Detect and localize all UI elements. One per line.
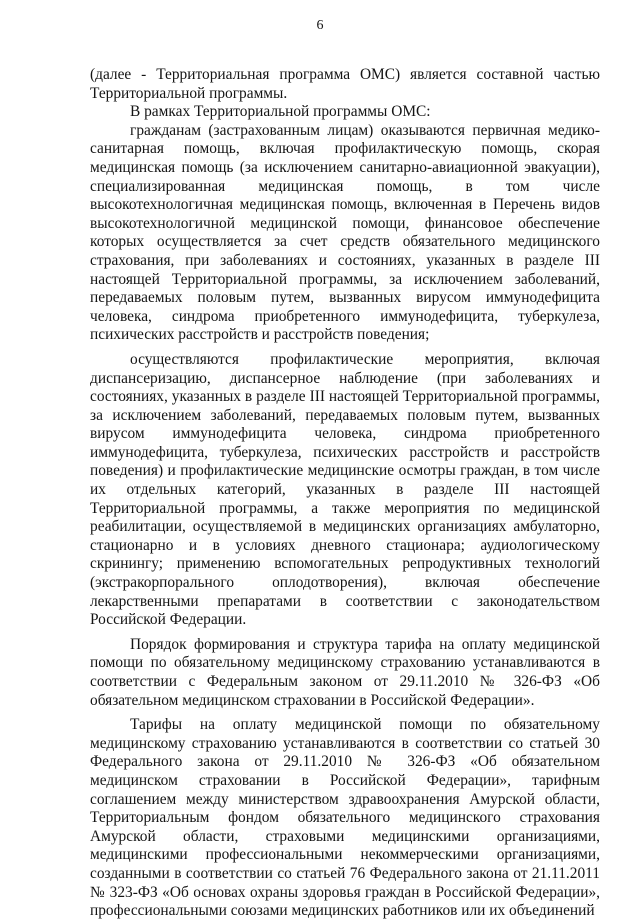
paragraph-citizens-care: гражданам (застрахованным лицам) оказываются первичная медико-санитарная помощь, включая профилактическую помощь, скорая медицинская помощь (за исключением санитарно-авиационной эвакуации), специализированная медицинская помощь, в том числе высокотехнологичная медицинская помощь, включенная в Перечень видов высокотехнологичной медицинской помощи, финансовое обеспечение которых осуществляется за счет средств обязательного медицинского страхования, при заболеваниях и состояниях, указанных в разделе III настоящей Территориальной программы, за исключением заболеваний, передаваемых половым путем, вызванных вирусом иммунодефицита человека, синдрома приобретенного иммунодефицита, туберкулеза, психических расстройств и расстройств поведения; bbox=[90, 121, 600, 344]
paragraph-preventive-measures: осуществляются профилактические мероприятия, включая диспансеризацию, диспансерное наблюдение (при заболеваниях и состояниях, указанных в разделе III настоящей Территориальной программы, за исключением заболеваний, передаваемых половым путем, вызванных вирусом иммунодефицита человека, синдрома приобретенного иммунодефицита, туберкулеза, психических расстройств и расстройств поведения) и профилактические медицинские осмотры граждан, в том числе их отдельных категорий, указанных в разделе III настоящей Территориальной программы, а также мероприятия по медицинской реабилитации, осуществляемой в медицинских организациях амбулаторно, стационарно и в условиях дневного стационара; аудиологическому скринингу; применению вспомогательных репродуктивных технологий (экстракорпорального оплодотворения), включая обеспечение лекарственными препаратами в соответствии с законодательством Российской Федерации. bbox=[90, 350, 600, 629]
document-body bbox=[90, 66, 600, 921]
paragraph-tariff-structure: Порядок формирования и структура тарифа на оплату медицинской помощи по обязательному медицинскому страхованию устанавливаются в соответствии с Федеральным законом от 29.11.2010 № 326-ФЗ «Об обязательном медицинском страховании в Российской Федерации». bbox=[90, 635, 600, 709]
page-number: 6 bbox=[316, 18, 324, 33]
paragraph-tariffs: Тарифы на оплату медицинской помощи по обязательному медицинскому страхованию устанавливаются в соответствии со статьей 30 Федерального закона от 29.11.2010 № 326-ФЗ «Об обязательном медицинском страховании в Российской Федерации», тарифным соглашением между министерством здравоохранения Амурской области, Территориальным фондом обязательного медицинского страхования Амурской области, страховыми медицинскими организациями, медицинскими профессиональными некоммерческими организациями, созданными в соответствии со статьей 76 Федерального закона от 21.11.2011 № 323-ФЗ «Об основах охраны здоровья граждан в Российской Федерации», профессиональными союзами медицинских работников или их объединений bbox=[90, 716, 600, 920]
paragraph-oms-intro: В рамках Территориальной программы ОМС: bbox=[130, 103, 431, 121]
paragraph-continuation: (далее - Территориальная программа ОМС) является составной частью Территориальной программы. bbox=[90, 66, 600, 102]
